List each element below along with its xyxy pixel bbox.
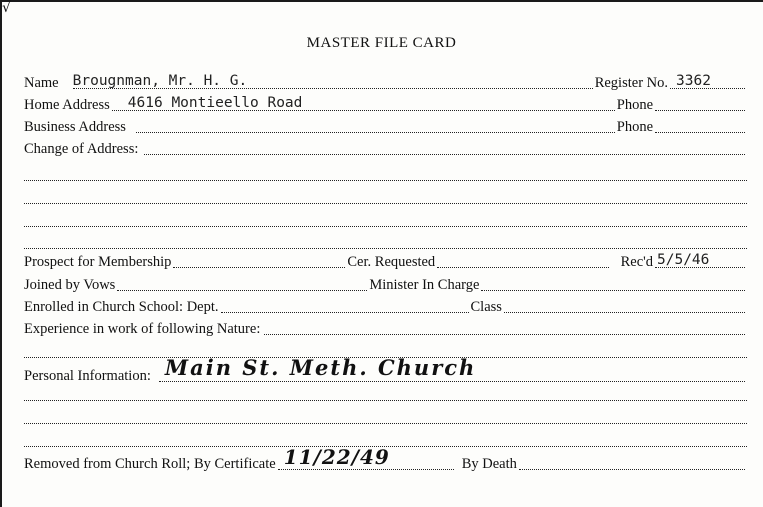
personal-info-value: Main St. Meth. Church xyxy=(164,355,477,380)
change-of-address-row xyxy=(24,142,747,158)
class-field xyxy=(504,312,745,313)
card-title: MASTER FILE CARD xyxy=(306,35,457,51)
prospect-field xyxy=(173,267,345,268)
register-label: Register No. xyxy=(594,75,668,91)
joined-field xyxy=(117,290,367,291)
blank-line xyxy=(24,423,747,424)
name-label: Name xyxy=(24,75,59,91)
recd-field xyxy=(655,252,745,268)
business-address-row xyxy=(24,120,747,136)
personal-info-label: Personal Information: xyxy=(24,368,151,384)
minister-field xyxy=(481,290,745,291)
recd-label: Rec'd xyxy=(620,254,653,270)
home-phone-field xyxy=(655,110,745,111)
home-address-label: Home Address xyxy=(24,97,110,113)
cer-requested-field xyxy=(437,267,608,268)
recd-value: 5/5/46 xyxy=(657,252,710,268)
experience-label: Experience in work of following Nature: xyxy=(24,321,261,337)
home-address-field xyxy=(112,95,615,111)
enrolled-label: Enrolled in Church School: Dept. xyxy=(24,299,219,315)
register-value: 3362 xyxy=(676,73,711,89)
business-address-field xyxy=(136,132,615,133)
certificate-field xyxy=(278,445,454,470)
personal-info-row xyxy=(24,355,747,385)
business-address-label: Business Address xyxy=(24,119,126,135)
removed-label: Removed from Church Roll; By Certificate xyxy=(24,456,276,472)
by-death-field xyxy=(519,469,745,470)
change-of-address-label: Change of Address: xyxy=(24,141,139,157)
blank-line xyxy=(24,226,747,227)
minister-label: Minister In Charge xyxy=(369,277,480,293)
name-value: Brougnman, Mr. H. G. xyxy=(72,73,248,89)
blank-line xyxy=(24,248,747,249)
register-field xyxy=(670,73,745,89)
home-address-row xyxy=(24,95,747,114)
experience-field xyxy=(264,334,745,335)
experience-row xyxy=(24,322,747,338)
prospect-label: Prospect for Membership xyxy=(24,254,172,270)
enrolled-row xyxy=(24,300,747,316)
business-phone-field xyxy=(655,132,745,133)
home-phone-label: Phone xyxy=(616,97,653,113)
enrolled-field xyxy=(221,312,469,313)
name-row xyxy=(24,73,747,92)
blank-line xyxy=(24,400,747,401)
name-field xyxy=(72,73,593,89)
certificate-value: 11/22/49 xyxy=(283,445,390,469)
blank-line xyxy=(24,203,747,204)
blank-line xyxy=(24,180,747,181)
personal-info-field xyxy=(159,355,745,382)
joined-label: Joined by Vows xyxy=(24,277,116,293)
check-mark: √ xyxy=(2,0,11,16)
change-of-address-field xyxy=(144,154,745,155)
removed-row xyxy=(24,445,747,473)
joined-row xyxy=(24,278,747,294)
card-left-edge xyxy=(0,0,2,507)
business-phone-label: Phone xyxy=(616,119,653,135)
home-address-value: 4616 Montieello Road xyxy=(127,95,303,111)
prospect-row xyxy=(24,252,747,271)
by-death-label: By Death xyxy=(461,456,517,472)
cer-requested-label: Cer. Requested xyxy=(347,254,436,270)
class-label: Class xyxy=(470,299,502,315)
card-top-edge xyxy=(0,0,763,2)
